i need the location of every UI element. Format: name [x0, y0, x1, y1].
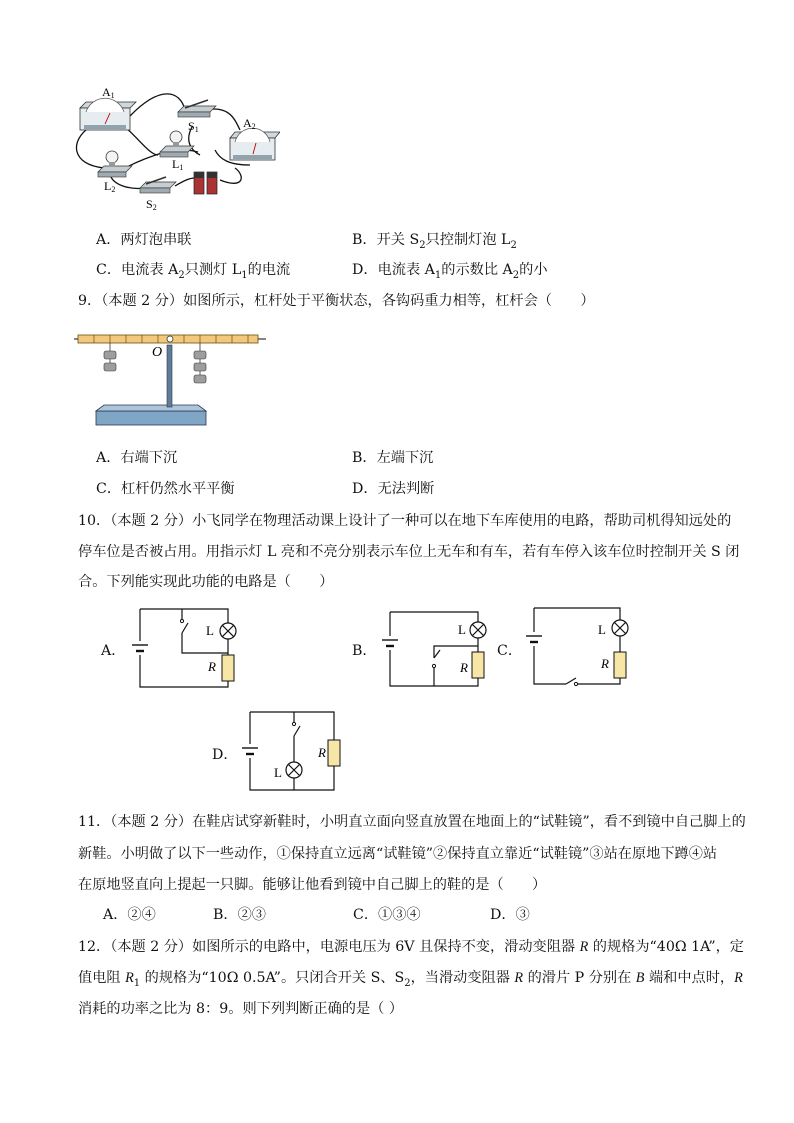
q8-option-d-sub2: 2: [512, 269, 520, 281]
q9-option-a[interactable]: A．右端下沉: [96, 450, 178, 466]
q8-option-b-text: B．开关 S: [352, 232, 420, 248]
resistor-label: R: [208, 659, 216, 674]
q9-option-b[interactable]: B．左端下沉: [352, 450, 434, 466]
q10-stem-line2: 停车位是否被占用。用指示灯 L 亮和不亮分别表示车位上无车和有车，若有车停入该车位时控制开关 S 闭: [78, 544, 740, 560]
q11-stem-line3: 在原地竖直向上提起一只脚。能够让他看到镜中自己脚上的鞋的是（ ）: [78, 877, 547, 893]
svg-text:S2: S2: [146, 197, 157, 212]
q8-option-a[interactable]: [96, 229, 191, 249]
q8-option-d-text2: 的示数比 A: [441, 262, 513, 278]
q10-circuit-b: [374, 606, 494, 692]
q9-option-d[interactable]: D．无法判断: [352, 481, 435, 497]
q9-lever-figure: [74, 325, 270, 433]
q10-circuit-a: [128, 603, 248, 695]
q8-option-c-sub: 2: [178, 269, 185, 281]
q12-text: 值电阻: [78, 970, 126, 986]
q8-option-c-sub2: 1: [241, 269, 248, 281]
q12-stem-line3: 消耗的功率之比为 8：9。则下列判断正确的是（ ）: [78, 1001, 404, 1017]
q8-circuit-figure: [70, 80, 280, 215]
q12-text: 端和中点时，: [644, 970, 735, 986]
q8-option-d-text3: 的小: [519, 262, 548, 278]
svg-text:S1: S1: [188, 119, 199, 134]
lamp-label: L: [274, 765, 282, 780]
q8-option-b-text2: 只控制灯泡 L: [425, 232, 511, 248]
svg-text:A2: A2: [243, 116, 256, 131]
q12-var-r: R: [734, 970, 743, 986]
q9-option-c[interactable]: C．杠杆仍然水平平衡: [96, 481, 235, 497]
q12-sub: 1: [133, 977, 141, 989]
q12-text: 的规格为“40Ω 1A”，定: [588, 939, 744, 955]
q11-option-c[interactable]: C．①③④: [353, 907, 421, 923]
q12-var-b: B: [635, 970, 645, 986]
lamp-label: L: [598, 622, 606, 637]
q10-stem-line3: 合。下列能实现此功能的电路是（ ）: [78, 574, 334, 590]
q11-stem-line2: 新鞋。小明做了以下一些动作，①保持直立远离“试鞋镜”②保持直立靠近“试鞋镜”③站在原地下蹲④站: [78, 846, 718, 862]
left-weights-icon: [104, 343, 116, 371]
right-weights-icon: [194, 343, 206, 383]
q8-option-d-text: D．电流表 A: [352, 262, 435, 278]
q12-var-r: R: [514, 970, 524, 986]
q11-option-b[interactable]: B．②③: [213, 907, 266, 923]
lamp-label: L: [206, 623, 214, 638]
resistor-label: R: [318, 745, 326, 760]
q12-text: 的规格为“10Ω 0.5A”。只闭合开关 S、S: [140, 970, 405, 986]
svg-text:L2: L2: [104, 179, 116, 194]
pivot-label: O: [152, 345, 163, 360]
q12-text: ，当滑动变阻器: [410, 970, 515, 986]
q8-option-c-text: C．电流表 A: [96, 262, 179, 278]
q12-var-r1: R: [125, 970, 134, 986]
q8-option-d[interactable]: [352, 259, 548, 281]
q10-option-b[interactable]: B．: [352, 643, 377, 659]
resistor-label: R: [460, 660, 468, 675]
q8-option-c-text2: 只测灯 L: [184, 262, 242, 278]
q8-option-d-sub: 1: [434, 269, 442, 281]
q10-stem-line1: 10．（本题 2 分）小飞同学在物理活动课上设计了一种可以在地下车库使用的电路，帮助司机得知远处的: [78, 513, 732, 529]
svg-text:L1: L1: [172, 157, 184, 172]
q8-option-b-sub: 2: [419, 239, 426, 251]
resistor-label: R: [601, 656, 609, 671]
q12-text: 的滑片 P 分别在: [523, 970, 636, 986]
q8-option-b[interactable]: [352, 229, 517, 251]
switch-s2-icon: [140, 177, 176, 212]
q12-text: 12．（本题 2 分）如图所示的电路中，电源电压为 6V 且保持不变，滑动变阻器: [78, 939, 580, 955]
q12-sub: 2: [404, 977, 411, 989]
q10-option-d[interactable]: D．: [212, 747, 238, 763]
ammeter-a2-icon: [230, 116, 280, 160]
q12-var-r: R: [579, 939, 589, 955]
q8-option-c-text3: 的电流: [247, 262, 291, 278]
q10-option-a[interactable]: A．: [101, 643, 126, 659]
q8-option-a-text: A．两灯泡串联: [96, 232, 192, 248]
q11-stem-line1: 11．（本题 2 分）在鞋店试穿新鞋时，小明直立面向竖直放置在地面上的“试鞋镜”，看不到镜中自己脚上的: [78, 814, 746, 830]
q10-option-c[interactable]: C．: [497, 643, 523, 659]
q12-stem-line1: [78, 936, 744, 956]
ammeter-a1-icon: [80, 85, 136, 130]
q10-circuit-c: [522, 602, 642, 692]
svg-text:A1: A1: [102, 85, 115, 100]
q9-stem: 9．（本题 2 分）如图所示，杠杆处于平衡状态，各钩码重力相等，杠杆会（ ）: [78, 293, 595, 309]
q12-stem-line2: [78, 967, 743, 989]
q11-option-a[interactable]: A．②④: [103, 907, 156, 923]
q11-option-d[interactable]: D．③: [490, 907, 530, 923]
lamp-label: L: [458, 622, 466, 637]
battery-icon: [194, 172, 217, 194]
q8-option-c[interactable]: [96, 259, 290, 281]
q8-option-b-sub2: 2: [510, 239, 517, 251]
q10-circuit-d: [234, 706, 354, 796]
